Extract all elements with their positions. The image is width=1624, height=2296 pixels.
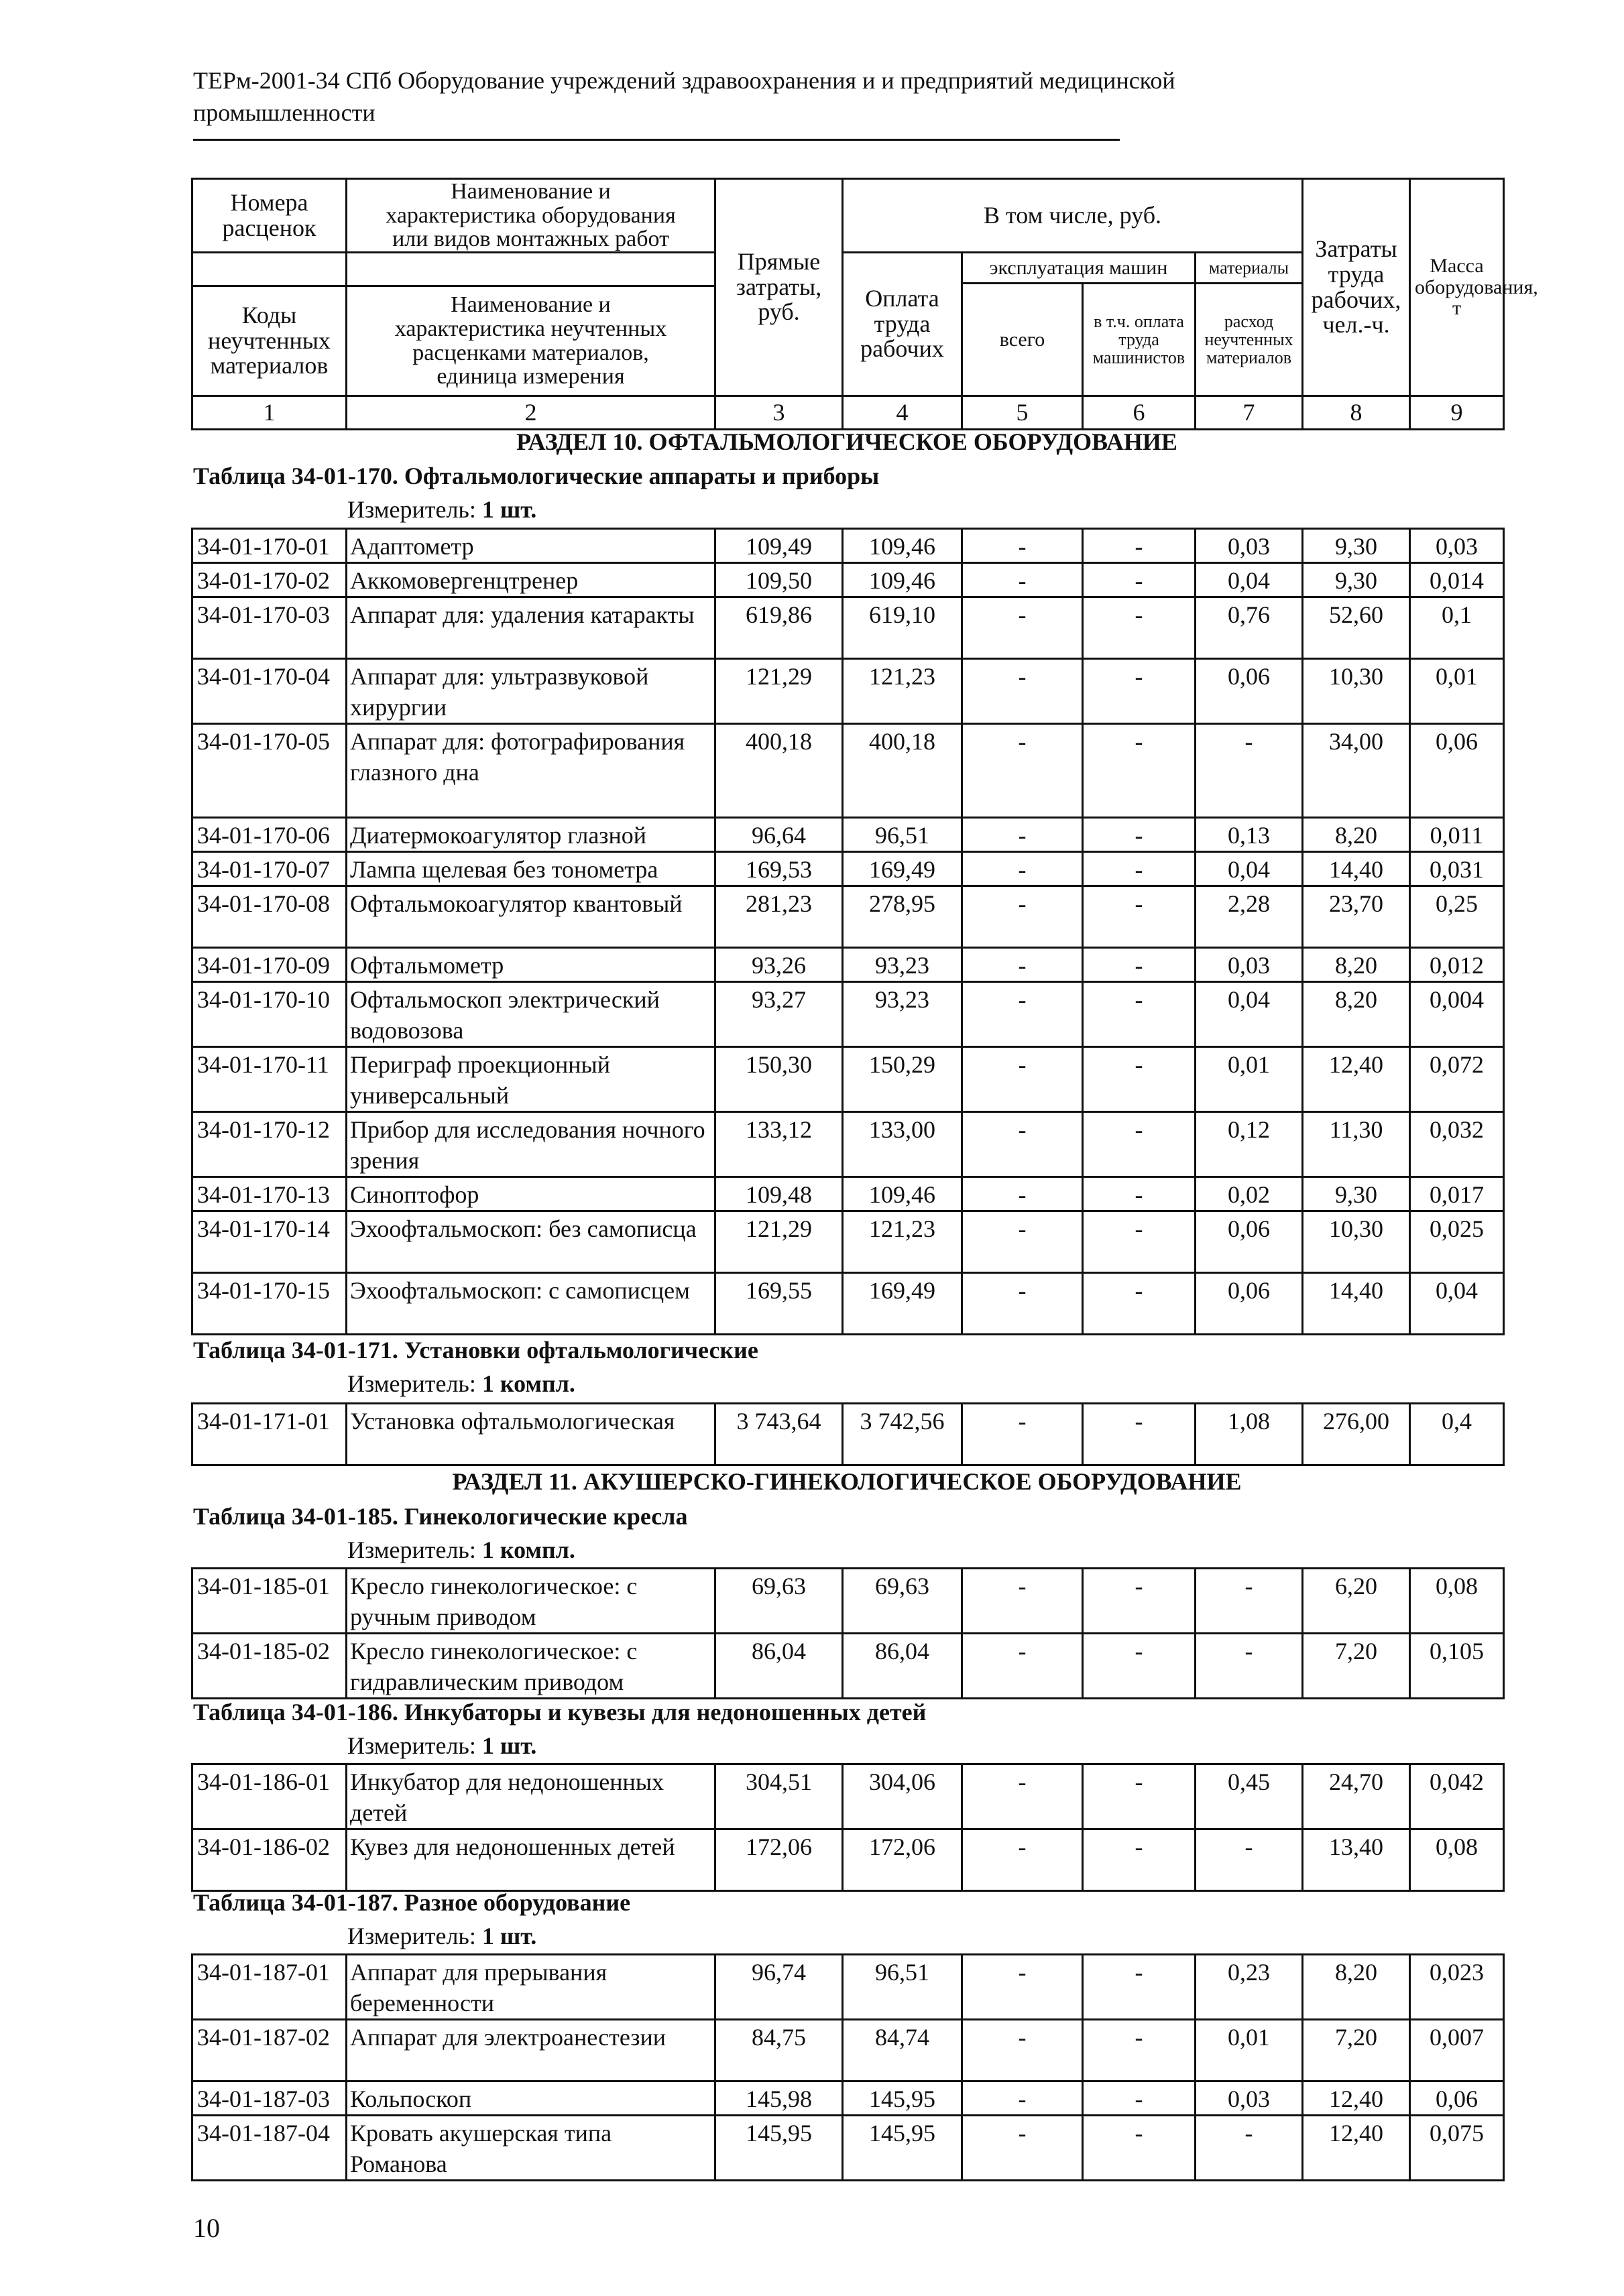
cell-c9: 0,072 bbox=[1410, 1047, 1504, 1112]
cell-c5: - bbox=[962, 948, 1083, 982]
cell-c5: - bbox=[962, 1177, 1083, 1211]
cell-code: 34-01-170-10 bbox=[192, 982, 347, 1047]
cell-c5: - bbox=[962, 852, 1083, 886]
table-measure bbox=[347, 1731, 536, 1760]
cell-c8: 9,30 bbox=[1303, 563, 1410, 597]
cell-c9: 0,004 bbox=[1410, 982, 1504, 1047]
cell-c7: 0,12 bbox=[1196, 1112, 1303, 1177]
cell-c9: 0,011 bbox=[1410, 818, 1504, 852]
table-row bbox=[192, 2081, 1504, 2116]
cell-c7: 0,04 bbox=[1196, 563, 1303, 597]
cell-c4: 109,46 bbox=[843, 1177, 962, 1211]
cell-c8: 14,40 bbox=[1303, 1273, 1410, 1335]
table-row bbox=[192, 1634, 1504, 1699]
cell-c8: 7,20 bbox=[1303, 1634, 1410, 1699]
cell-c8: 14,40 bbox=[1303, 852, 1410, 886]
cell-c9: 0,031 bbox=[1410, 852, 1504, 886]
cell-c7: 0,03 bbox=[1196, 2081, 1303, 2116]
cell-c5: - bbox=[962, 724, 1083, 818]
cell-name: Офтальмоскоп электрический водовозова bbox=[347, 982, 715, 1047]
cell-c4: 86,04 bbox=[843, 1634, 962, 1699]
cell-c4: 278,95 bbox=[843, 886, 962, 948]
table-34-01-170 bbox=[191, 528, 1505, 1335]
cell-c8: 9,30 bbox=[1303, 529, 1410, 563]
cell-name: Кровать акушерская типа Романова bbox=[347, 2116, 715, 2181]
table-34-01-186 bbox=[191, 1763, 1505, 1892]
cell-name: Диатермокоагулятор глазной bbox=[347, 818, 715, 852]
measure-unit: 1 шт. bbox=[481, 496, 537, 523]
cell-code: 34-01-186-01 bbox=[192, 1764, 347, 1829]
cell-c6: - bbox=[1083, 1634, 1196, 1699]
cell-c6: - bbox=[1083, 1177, 1196, 1211]
table-34-01-185 bbox=[191, 1567, 1505, 1699]
cell-c3: 69,63 bbox=[715, 1569, 843, 1634]
table-title: Таблица 34-01-185. Гинекологические кресла bbox=[193, 1503, 688, 1530]
cell-c3: 93,27 bbox=[715, 982, 843, 1047]
cell-name: Синоптофор bbox=[347, 1177, 715, 1211]
table-row bbox=[192, 659, 1504, 724]
cell-name: Офтальмокоагулятор квантовый bbox=[347, 886, 715, 948]
table-measure bbox=[347, 1921, 536, 1951]
header-num-1: 1 bbox=[192, 396, 347, 430]
table-34-01-187 bbox=[191, 1953, 1505, 2181]
cell-c4: 169,49 bbox=[843, 1273, 962, 1335]
table-row bbox=[192, 982, 1504, 1047]
table-row bbox=[192, 1211, 1504, 1273]
cell-name: Эхоофтальмоскоп: с самописцем bbox=[347, 1273, 715, 1335]
cell-c6: - bbox=[1083, 1569, 1196, 1634]
cell-code: 34-01-187-02 bbox=[192, 2020, 347, 2081]
cell-name: Офтальмометр bbox=[347, 948, 715, 982]
cell-code: 34-01-170-12 bbox=[192, 1112, 347, 1177]
header-c1-top: Номера расценок bbox=[192, 179, 347, 253]
cell-c8: 52,60 bbox=[1303, 597, 1410, 659]
cell-c4: 133,00 bbox=[843, 1112, 962, 1177]
cell-c4: 96,51 bbox=[843, 818, 962, 852]
cell-c7: - bbox=[1196, 2116, 1303, 2181]
cell-c6: - bbox=[1083, 1112, 1196, 1177]
cell-c7: 0,03 bbox=[1196, 529, 1303, 563]
cell-c4: 69,63 bbox=[843, 1569, 962, 1634]
cell-c9: 0,08 bbox=[1410, 1829, 1504, 1891]
running-head-rule bbox=[193, 139, 1120, 141]
header-num-4: 4 bbox=[843, 396, 962, 430]
header-c3: Прямые затраты, руб. bbox=[715, 179, 843, 396]
cell-c4: 169,49 bbox=[843, 852, 962, 886]
cell-c8: 24,70 bbox=[1303, 1764, 1410, 1829]
cell-c8: 9,30 bbox=[1303, 1177, 1410, 1211]
table-row bbox=[192, 886, 1504, 948]
cell-c6: - bbox=[1083, 2020, 1196, 2081]
cell-c8: 12,40 bbox=[1303, 1047, 1410, 1112]
cell-c4: 121,23 bbox=[843, 1211, 962, 1273]
cell-c4: 172,06 bbox=[843, 1829, 962, 1891]
cell-c5: - bbox=[962, 1569, 1083, 1634]
cell-c7: 0,03 bbox=[1196, 948, 1303, 982]
cell-c6: - bbox=[1083, 563, 1196, 597]
cell-name: Аппарат для: ультразвуковой хирургии bbox=[347, 659, 715, 724]
cell-c6: - bbox=[1083, 529, 1196, 563]
cell-c6: - bbox=[1083, 948, 1196, 982]
cell-c6: - bbox=[1083, 724, 1196, 818]
header-materials: материалы bbox=[1196, 253, 1303, 284]
measure-label: Измеритель: bbox=[347, 1370, 476, 1397]
cell-c8: 8,20 bbox=[1303, 818, 1410, 852]
cell-code: 34-01-187-03 bbox=[192, 2081, 347, 2116]
cell-c8: 12,40 bbox=[1303, 2081, 1410, 2116]
cell-c9: 0,007 bbox=[1410, 2020, 1504, 2081]
measure-unit: 1 компл. bbox=[481, 1370, 575, 1397]
table-title: Таблица 34-01-170. Офтальмологические аппараты и приборы bbox=[193, 463, 880, 489]
table-row bbox=[192, 1047, 1504, 1112]
cell-c4: 145,95 bbox=[843, 2081, 962, 2116]
table-row bbox=[192, 818, 1504, 852]
cell-code: 34-01-185-02 bbox=[192, 1634, 347, 1699]
cell-c5: - bbox=[962, 1634, 1083, 1699]
cell-c9: 0,01 bbox=[1410, 659, 1504, 724]
cell-c5: - bbox=[962, 529, 1083, 563]
cell-c6: - bbox=[1083, 1764, 1196, 1829]
cell-c5: - bbox=[962, 1211, 1083, 1273]
table-row bbox=[192, 1955, 1504, 2020]
cell-c9: 0,06 bbox=[1410, 2081, 1504, 2116]
cell-code: 34-01-170-13 bbox=[192, 1177, 347, 1211]
cell-c7: 0,01 bbox=[1196, 1047, 1303, 1112]
table-row bbox=[192, 563, 1504, 597]
cell-c7: 0,04 bbox=[1196, 982, 1303, 1047]
cell-c8: 6,20 bbox=[1303, 1569, 1410, 1634]
cell-c5: - bbox=[962, 2116, 1083, 2181]
table-title: Таблица 34-01-187. Разное оборудование bbox=[193, 1889, 631, 1916]
cell-c3: 150,30 bbox=[715, 1047, 843, 1112]
cell-c7: - bbox=[1196, 1829, 1303, 1891]
cell-c4: 150,29 bbox=[843, 1047, 962, 1112]
page-number: 10 bbox=[193, 2213, 220, 2243]
cell-c8: 13,40 bbox=[1303, 1829, 1410, 1891]
cell-c7: 0,06 bbox=[1196, 659, 1303, 724]
table-row bbox=[192, 1273, 1504, 1335]
cell-code: 34-01-170-01 bbox=[192, 529, 347, 563]
header-c6: в т.ч. оплата труда машинистов bbox=[1083, 284, 1196, 396]
cell-c9: 0,032 bbox=[1410, 1112, 1504, 1177]
cell-name: Лампа щелевая без тонометра bbox=[347, 852, 715, 886]
cell-c5: - bbox=[962, 1273, 1083, 1335]
cell-c8: 8,20 bbox=[1303, 1955, 1410, 2020]
measure-unit: 1 шт. bbox=[481, 1732, 537, 1759]
table-row bbox=[192, 597, 1504, 659]
header-group: В том числе, руб. bbox=[843, 179, 1303, 253]
cell-name: Установка офтальмологическая bbox=[347, 1404, 715, 1465]
header-c5: всего bbox=[962, 284, 1083, 396]
measure-label: Измеритель: bbox=[347, 496, 476, 523]
cell-c6: - bbox=[1083, 2116, 1196, 2181]
cell-c7: 0,06 bbox=[1196, 1273, 1303, 1335]
cell-c6: - bbox=[1083, 1273, 1196, 1335]
cell-c4: 109,46 bbox=[843, 529, 962, 563]
cell-c4: 400,18 bbox=[843, 724, 962, 818]
cell-name: Кольпоскоп bbox=[347, 2081, 715, 2116]
cell-c6: - bbox=[1083, 982, 1196, 1047]
cell-c6: - bbox=[1083, 1047, 1196, 1112]
header-c9: Масса оборудования, т bbox=[1410, 179, 1504, 396]
cell-c7: 0,01 bbox=[1196, 2020, 1303, 2081]
header-c2-bottom: Наименование и характеристика неучтенных расценками материалов, единица измерения bbox=[347, 286, 715, 396]
cell-c4: 93,23 bbox=[843, 948, 962, 982]
cell-name: Кресло гинекологическое: с ручным приводом bbox=[347, 1569, 715, 1634]
cell-name: Аккомовергенцтренер bbox=[347, 563, 715, 597]
cell-c4: 145,95 bbox=[843, 2116, 962, 2181]
cell-c8: 34,00 bbox=[1303, 724, 1410, 818]
cell-name: Прибор для исследования ночного зрения bbox=[347, 1112, 715, 1177]
cell-c7: 1,08 bbox=[1196, 1404, 1303, 1465]
cell-c5: - bbox=[962, 2020, 1083, 2081]
cell-c3: 109,48 bbox=[715, 1177, 843, 1211]
cell-c9: 0,014 bbox=[1410, 563, 1504, 597]
cell-c3: 109,49 bbox=[715, 529, 843, 563]
table-row bbox=[192, 1112, 1504, 1177]
cell-name: Аппарат для: удаления катаракты bbox=[347, 597, 715, 659]
cell-name: Аппарат для электроанестезии bbox=[347, 2020, 715, 2081]
cell-c9: 0,023 bbox=[1410, 1955, 1504, 2020]
cell-c3: 281,23 bbox=[715, 886, 843, 948]
table-row bbox=[192, 1404, 1504, 1465]
cell-c7: 0,76 bbox=[1196, 597, 1303, 659]
cell-c7: 0,13 bbox=[1196, 818, 1303, 852]
cell-c9: 0,105 bbox=[1410, 1634, 1504, 1699]
cell-c3: 145,98 bbox=[715, 2081, 843, 2116]
cell-name: Периграф проекционный универсальный bbox=[347, 1047, 715, 1112]
cell-c5: - bbox=[962, 1112, 1083, 1177]
cell-c7: 0,23 bbox=[1196, 1955, 1303, 2020]
header-c2-top-cont bbox=[347, 253, 715, 286]
cell-c4: 84,74 bbox=[843, 2020, 962, 2081]
cell-c7: - bbox=[1196, 724, 1303, 818]
cell-c4: 93,23 bbox=[843, 982, 962, 1047]
cell-code: 34-01-170-07 bbox=[192, 852, 347, 886]
header-c1-bottom: Коды неучтенных материалов bbox=[192, 286, 347, 396]
cell-c7: 0,06 bbox=[1196, 1211, 1303, 1273]
cell-c7: 0,02 bbox=[1196, 1177, 1303, 1211]
cell-c6: - bbox=[1083, 1404, 1196, 1465]
header-c7: расход неучтенных материалов bbox=[1196, 284, 1303, 396]
cell-code: 34-01-170-04 bbox=[192, 659, 347, 724]
cell-c6: - bbox=[1083, 597, 1196, 659]
cell-c5: - bbox=[962, 2081, 1083, 2116]
running-head: ТЕРм-2001-34 СПб Оборудование учреждений здравоохранения и и предприятий медицинской промышленности bbox=[193, 67, 1175, 126]
cell-c3: 3 743,64 bbox=[715, 1404, 843, 1465]
cell-c7: 2,28 bbox=[1196, 886, 1303, 948]
cell-c3: 172,06 bbox=[715, 1829, 843, 1891]
measure-unit: 1 компл. bbox=[481, 1536, 575, 1563]
cell-c8: 276,00 bbox=[1303, 1404, 1410, 1465]
cell-c5: - bbox=[962, 1955, 1083, 2020]
table-row bbox=[192, 529, 1504, 563]
cell-c3: 133,12 bbox=[715, 1112, 843, 1177]
cell-c8: 12,40 bbox=[1303, 2116, 1410, 2181]
cell-c5: - bbox=[962, 1764, 1083, 1829]
cell-c4: 619,10 bbox=[843, 597, 962, 659]
table-measure bbox=[347, 1535, 575, 1565]
table-row bbox=[192, 1764, 1504, 1829]
table-title: Таблица 34-01-171. Установки офтальмологические bbox=[193, 1337, 758, 1364]
cell-c3: 145,95 bbox=[715, 2116, 843, 2181]
cell-c6: - bbox=[1083, 818, 1196, 852]
header-c4: Оплата труда рабочих bbox=[843, 253, 962, 396]
cell-name: Аппарат для: фотографирования глазного дна bbox=[347, 724, 715, 818]
header-num-9: 9 bbox=[1410, 396, 1504, 430]
cell-c3: 86,04 bbox=[715, 1634, 843, 1699]
cell-c9: 0,012 bbox=[1410, 948, 1504, 982]
cell-c8: 10,30 bbox=[1303, 659, 1410, 724]
cell-c8: 23,70 bbox=[1303, 886, 1410, 948]
cell-c5: - bbox=[962, 818, 1083, 852]
cell-c9: 0,08 bbox=[1410, 1569, 1504, 1634]
cell-code: 34-01-170-09 bbox=[192, 948, 347, 982]
header-c8: Затраты труда рабочих, чел.-ч. bbox=[1303, 179, 1410, 396]
table-measure bbox=[347, 495, 536, 524]
cell-c8: 7,20 bbox=[1303, 2020, 1410, 2081]
cell-name: Адаптометр bbox=[347, 529, 715, 563]
cell-c3: 619,86 bbox=[715, 597, 843, 659]
cell-code: 34-01-170-11 bbox=[192, 1047, 347, 1112]
table-row bbox=[192, 1569, 1504, 1634]
table-34-01-171 bbox=[191, 1402, 1505, 1466]
measure-unit: 1 шт. bbox=[481, 1923, 537, 1949]
cell-c4: 109,46 bbox=[843, 563, 962, 597]
cell-c9: 0,075 bbox=[1410, 2116, 1504, 2181]
cell-c3: 96,64 bbox=[715, 818, 843, 852]
cell-c4: 121,23 bbox=[843, 659, 962, 724]
table-row bbox=[192, 1829, 1504, 1891]
cell-c6: - bbox=[1083, 886, 1196, 948]
cell-name: Кувез для недоношенных детей bbox=[347, 1829, 715, 1891]
table-row bbox=[192, 948, 1504, 982]
cell-name: Инкубатор для недоношенных детей bbox=[347, 1764, 715, 1829]
measure-label: Измеритель: bbox=[347, 1923, 476, 1949]
cell-c9: 0,4 bbox=[1410, 1404, 1504, 1465]
cell-c6: - bbox=[1083, 1955, 1196, 2020]
header-machines: эксплуатация машин bbox=[962, 253, 1196, 284]
cell-c7: - bbox=[1196, 1569, 1303, 1634]
cell-code: 34-01-170-05 bbox=[192, 724, 347, 818]
cell-c5: - bbox=[962, 563, 1083, 597]
cell-c6: - bbox=[1083, 659, 1196, 724]
cell-c8: 8,20 bbox=[1303, 948, 1410, 982]
cell-c3: 169,53 bbox=[715, 852, 843, 886]
cell-c7: 0,04 bbox=[1196, 852, 1303, 886]
cell-c9: 0,1 bbox=[1410, 597, 1504, 659]
cell-code: 34-01-171-01 bbox=[192, 1404, 347, 1465]
header-num-2: 2 bbox=[347, 396, 715, 430]
cell-c3: 84,75 bbox=[715, 2020, 843, 2081]
header-c2-top: Наименование и характеристика оборудования или видов монтажных работ bbox=[347, 179, 715, 253]
table-row bbox=[192, 2020, 1504, 2081]
header-c1-top-cont bbox=[192, 253, 347, 286]
cell-c3: 400,18 bbox=[715, 724, 843, 818]
measure-label: Измеритель: bbox=[347, 1732, 476, 1759]
cell-c9: 0,25 bbox=[1410, 886, 1504, 948]
cell-name: Кресло гинекологическое: с гидравлическим приводом bbox=[347, 1634, 715, 1699]
table-title: Таблица 34-01-186. Инкубаторы и кувезы для недоношенных детей bbox=[193, 1699, 927, 1726]
measure-label: Измеритель: bbox=[347, 1536, 476, 1563]
table-row bbox=[192, 852, 1504, 886]
cell-c4: 96,51 bbox=[843, 1955, 962, 2020]
cell-c6: - bbox=[1083, 1211, 1196, 1273]
cell-c3: 121,29 bbox=[715, 1211, 843, 1273]
cell-c8: 11,30 bbox=[1303, 1112, 1410, 1177]
cell-c5: - bbox=[962, 1404, 1083, 1465]
cell-c5: - bbox=[962, 982, 1083, 1047]
cell-code: 34-01-187-01 bbox=[192, 1955, 347, 2020]
cell-code: 34-01-170-14 bbox=[192, 1211, 347, 1273]
cell-c7: - bbox=[1196, 1634, 1303, 1699]
cell-code: 34-01-187-04 bbox=[192, 2116, 347, 2181]
cell-c9: 0,04 bbox=[1410, 1273, 1504, 1335]
column-header bbox=[191, 178, 1538, 430]
cell-c3: 121,29 bbox=[715, 659, 843, 724]
cell-c6: - bbox=[1083, 2081, 1196, 2116]
cell-c9: 0,025 bbox=[1410, 1211, 1504, 1273]
cell-c9: 0,017 bbox=[1410, 1177, 1504, 1211]
cell-code: 34-01-185-01 bbox=[192, 1569, 347, 1634]
cell-c7: 0,45 bbox=[1196, 1764, 1303, 1829]
cell-c5: - bbox=[962, 597, 1083, 659]
header-num-8: 8 bbox=[1303, 396, 1410, 430]
cell-c9: 0,06 bbox=[1410, 724, 1504, 818]
cell-c8: 8,20 bbox=[1303, 982, 1410, 1047]
header-num-7: 7 bbox=[1196, 396, 1303, 430]
cell-c9: 0,042 bbox=[1410, 1764, 1504, 1829]
cell-c5: - bbox=[962, 886, 1083, 948]
cell-c6: - bbox=[1083, 1829, 1196, 1891]
cell-c3: 109,50 bbox=[715, 563, 843, 597]
header-num-6: 6 bbox=[1083, 396, 1196, 430]
cell-c3: 96,74 bbox=[715, 1955, 843, 2020]
cell-c9: 0,03 bbox=[1410, 529, 1504, 563]
cell-code: 34-01-170-03 bbox=[192, 597, 347, 659]
cell-name: Эхоофтальмоскоп: без самописца bbox=[347, 1211, 715, 1273]
cell-code: 34-01-170-02 bbox=[192, 563, 347, 597]
cell-c4: 304,06 bbox=[843, 1764, 962, 1829]
cell-c8: 10,30 bbox=[1303, 1211, 1410, 1273]
cell-c5: - bbox=[962, 1047, 1083, 1112]
cell-code: 34-01-170-08 bbox=[192, 886, 347, 948]
table-row bbox=[192, 2116, 1504, 2181]
table-row bbox=[192, 1177, 1504, 1211]
cell-c3: 304,51 bbox=[715, 1764, 843, 1829]
cell-code: 34-01-186-02 bbox=[192, 1829, 347, 1891]
cell-c4: 3 742,56 bbox=[843, 1404, 962, 1465]
cell-code: 34-01-170-06 bbox=[192, 818, 347, 852]
cell-c3: 169,55 bbox=[715, 1273, 843, 1335]
header-num-5: 5 bbox=[962, 396, 1083, 430]
section-title: РАЗДЕЛ 11. АКУШЕРСКО-ГИНЕКОЛОГИЧЕСКОЕ ОБОРУДОВАНИЕ bbox=[452, 1468, 1242, 1495]
table-measure bbox=[347, 1369, 575, 1398]
table-row bbox=[192, 724, 1504, 818]
cell-name: Аппарат для прерывания беременности bbox=[347, 1955, 715, 2020]
header-num-3: 3 bbox=[715, 396, 843, 430]
cell-c3: 93,26 bbox=[715, 948, 843, 982]
cell-c5: - bbox=[962, 1829, 1083, 1891]
cell-code: 34-01-170-15 bbox=[192, 1273, 347, 1335]
cell-c6: - bbox=[1083, 852, 1196, 886]
section-title: РАЗДЕЛ 10. ОФТАЛЬМОЛОГИЧЕСКОЕ ОБОРУДОВАНИЕ bbox=[516, 428, 1177, 455]
cell-c5: - bbox=[962, 659, 1083, 724]
